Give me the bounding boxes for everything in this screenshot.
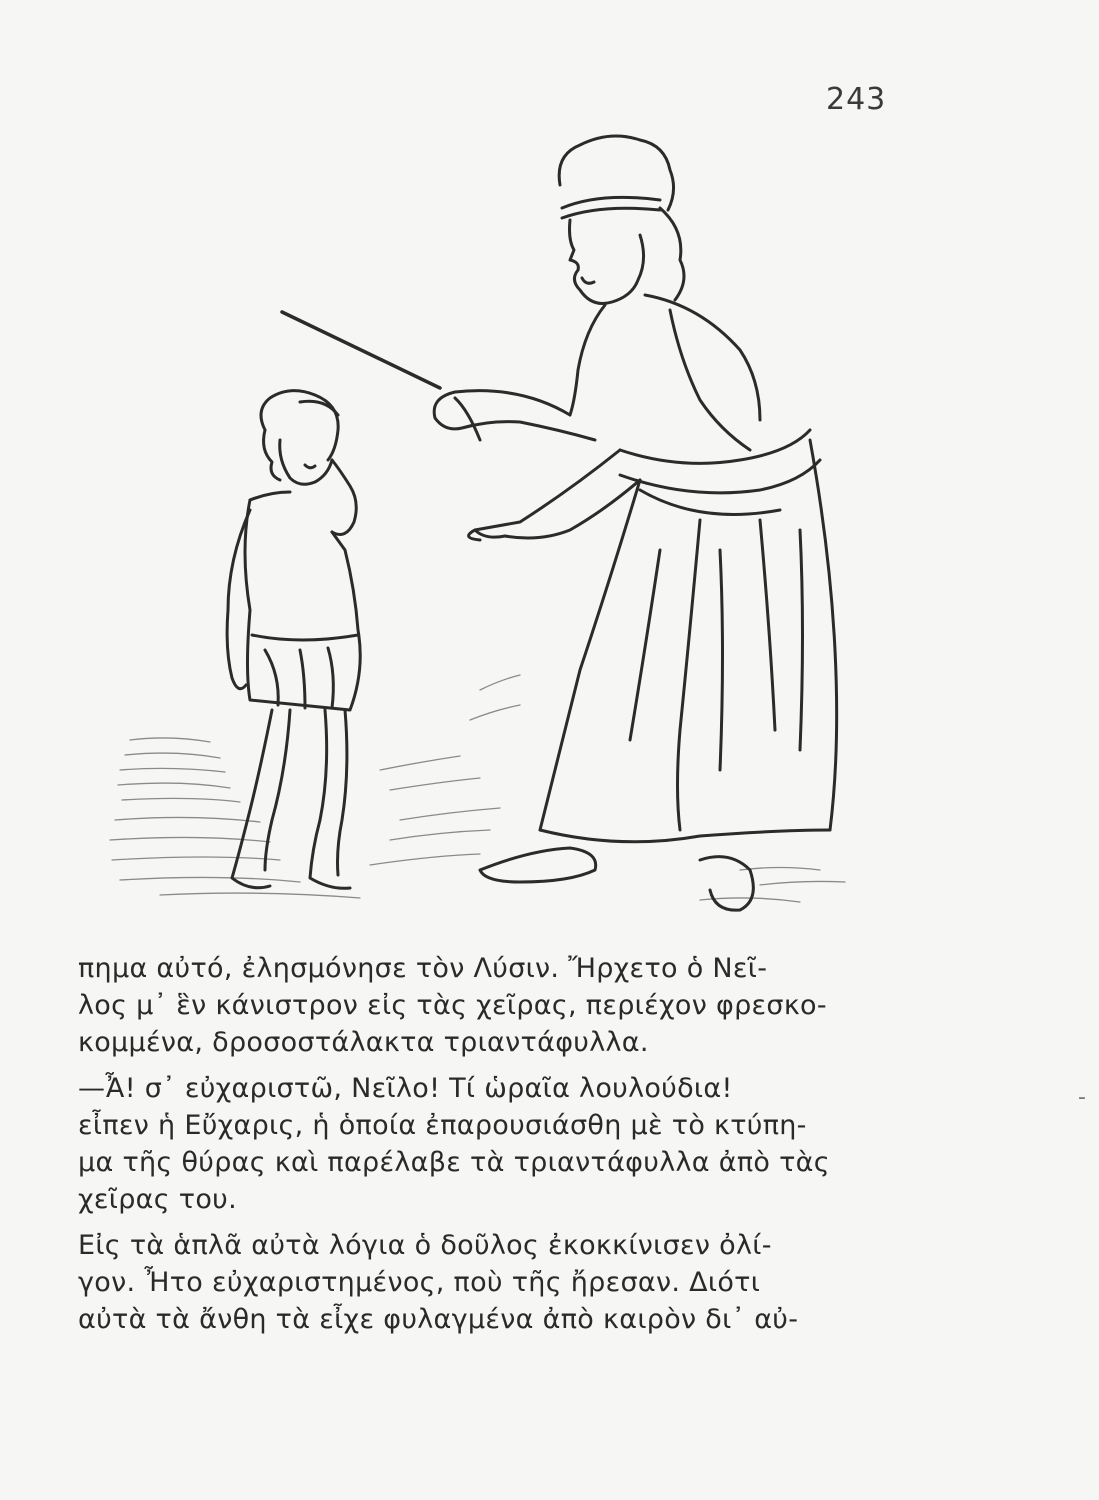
text-line: —Ἆ! σ᾽ εὐχαριστῶ, Νεῖλο! Τί ὡραῖα λουλούδια! bbox=[78, 1073, 733, 1104]
text-line: λος μ᾽ ἓν κάνιστρον εἰς τὰς χεῖρας, περιέχον φρεσκο- bbox=[78, 990, 827, 1021]
child-figure bbox=[227, 391, 360, 889]
text-line: Εἰς τὰ ἁπλᾶ αὐτὰ λόγια ὁ δοῦλος ἐκοκκίνισεν ὀλί- bbox=[78, 1230, 772, 1261]
text-line: κομμένα, δροσοστάλακτα τριαντάφυλλα. bbox=[78, 1027, 649, 1058]
stray-mark: ‐ bbox=[1078, 1085, 1086, 1110]
old-man-figure bbox=[434, 136, 837, 910]
text-line: αὐτὰ τὰ ἄνθη τὰ εἶχε φυλαγμένα ἀπὸ καιρὸν δι᾽ αὐ- bbox=[78, 1304, 799, 1335]
text-line: πημα αὐτό, ἐλησμόνησε τὸν Λύσιν. Ἤρχετο ὁ Νεῖ- bbox=[78, 953, 768, 984]
stick bbox=[282, 312, 440, 388]
ground-shading bbox=[110, 675, 845, 902]
page-number: 243 bbox=[826, 82, 887, 117]
text-line: χεῖρας του. bbox=[78, 1184, 237, 1215]
text-line: εἶπεν ἡ Εὔχαρις, ἡ ὁποία ἐπαρουσιάσθη μὲ τὸ κτύπη- bbox=[78, 1110, 807, 1141]
body-text bbox=[78, 950, 888, 1338]
text-line: γον. Ἦτο εὐχαριστημένος, ποὺ τῆς ἤρεσαν. Διότι bbox=[78, 1267, 761, 1298]
illustration bbox=[100, 130, 890, 930]
text-line: μα τῆς θύρας καὶ παρέλαβε τὰ τριαντάφυλλα ἀπὸ τὰς bbox=[78, 1147, 830, 1178]
